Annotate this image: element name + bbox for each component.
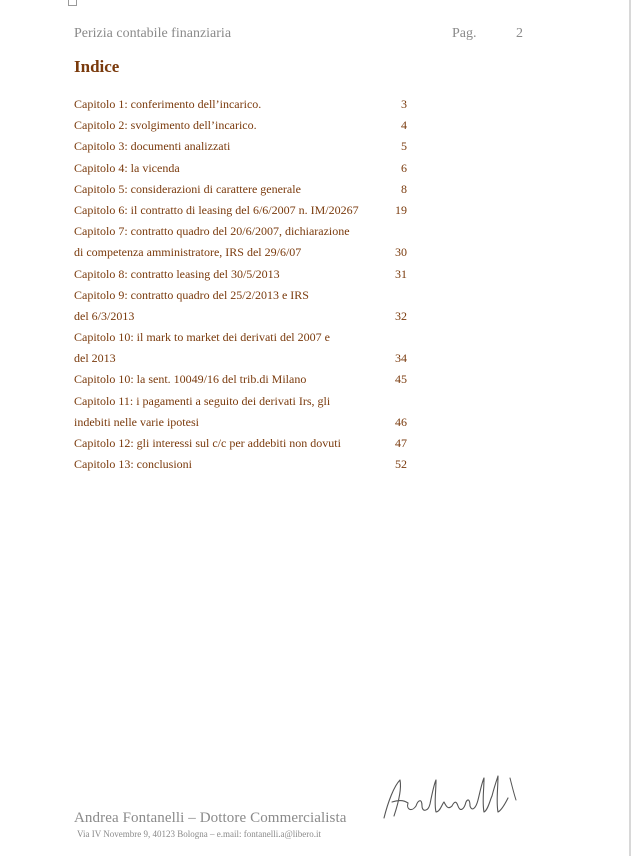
- toc-entry[interactable]: [74, 159, 414, 180]
- toc-entry-page: 47: [395, 436, 407, 450]
- toc-entry-page: 45: [395, 372, 407, 387]
- header-page-label: Pag.: [452, 26, 477, 41]
- toc-entry-page: 4: [401, 118, 407, 133]
- toc-entry[interactable]: [74, 392, 414, 413]
- toc-entry[interactable]: [74, 413, 414, 434]
- toc-entry[interactable]: [74, 286, 414, 307]
- toc-entry[interactable]: [74, 328, 414, 349]
- toc-entry-text: del 2013: [74, 351, 116, 366]
- toc-entry[interactable]: [74, 137, 414, 158]
- toc-entry[interactable]: [74, 307, 414, 328]
- toc-entry-page: 46: [395, 414, 407, 429]
- toc-entry-page: 19: [395, 202, 407, 217]
- toc-entry[interactable]: [74, 180, 414, 201]
- toc-entry-text: del 6/3/2013: [74, 308, 135, 323]
- table-of-contents: [74, 95, 414, 476]
- page-edge: [629, 0, 631, 856]
- toc-entry[interactable]: [74, 265, 414, 286]
- toc-entry-text: Capitolo 7: contratto quadro del 20/6/2007, dichiarazione: [74, 224, 350, 239]
- toc-entry[interactable]: [74, 434, 414, 455]
- toc-entry-page: 6: [401, 160, 407, 175]
- signature-image: [378, 772, 526, 826]
- footer-address: Via IV Novembre 9, 40123 Bologna – e.mail: fontanelli.a@libero.it: [77, 829, 322, 839]
- toc-entry-text: Capitolo 12: gli interessi sul c/c per addebiti non dovuti: [74, 436, 341, 450]
- toc-entry-page: 5: [401, 139, 407, 154]
- footer-author-name: Andrea Fontanelli – Dottore Commercialista: [74, 810, 347, 826]
- toc-entry-text: Capitolo 13: conclusioni: [74, 457, 192, 472]
- toc-entry-text: Capitolo 10: la sent. 10049/16 del trib.di Milano: [74, 372, 307, 387]
- toc-entry[interactable]: [74, 95, 414, 116]
- toc-entry-text: Capitolo 2: svolgimento dell’incarico.: [74, 118, 257, 133]
- toc-entry[interactable]: [74, 116, 414, 137]
- toc-entry-text: Capitolo 8: contratto leasing del 30/5/2013: [74, 266, 280, 281]
- toc-entry[interactable]: [74, 222, 414, 243]
- toc-entry-page: 52: [395, 457, 407, 472]
- toc-entry[interactable]: [74, 455, 414, 476]
- toc-entry-text: Capitolo 11: i pagamenti a seguito dei derivati Irs, gli: [74, 393, 331, 408]
- toc-entry-page: 30: [395, 245, 407, 260]
- toc-entry-page: 31: [395, 266, 407, 281]
- header-title: Perizia contabile finanziaria: [74, 26, 232, 41]
- toc-entry-text: Capitolo 4: la vicenda: [74, 160, 180, 175]
- toc-entry-page: 8: [401, 181, 407, 196]
- toc-entry-text: di competenza amministratore, IRS del 29/6/07: [74, 245, 302, 260]
- toc-entry[interactable]: [74, 370, 414, 391]
- toc-entry-text: Capitolo 1: conferimento dell’incarico.: [74, 97, 262, 111]
- toc-entry-text: Capitolo 9: contratto quadro del 25/2/2013 e IRS: [74, 287, 309, 302]
- toc-entry-text: Capitolo 3: documenti analizzati: [74, 139, 231, 154]
- toc-entry-page: 32: [395, 308, 407, 323]
- toc-entry[interactable]: [74, 243, 414, 264]
- header-page-number: 2: [516, 26, 523, 41]
- toc-entry-text: Capitolo 5: considerazioni di carattere generale: [74, 181, 301, 196]
- toc-entry-page: 34: [395, 351, 407, 366]
- text-boundary-mark: [68, 0, 77, 6]
- toc-entry[interactable]: [74, 349, 414, 370]
- toc-entry-text: Capitolo 10: il mark to market dei derivati del 2007 e: [74, 330, 330, 345]
- index-title: Indice: [74, 57, 120, 76]
- toc-entry-page: 3: [401, 97, 407, 111]
- toc-entry-text: Capitolo 6: il contratto di leasing del 6/6/2007 n. IM/20267: [74, 202, 359, 217]
- toc-entry-text: indebiti nelle varie ipotesi: [74, 414, 199, 429]
- toc-entry[interactable]: [74, 201, 414, 222]
